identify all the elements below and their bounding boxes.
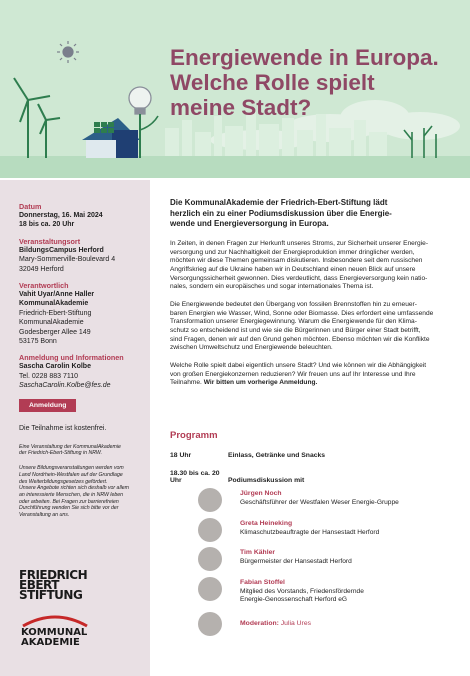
logo-text: KOMMUNAL: [21, 627, 88, 638]
program-time: 18.30 bis ca. 20 Uhr: [170, 470, 220, 484]
role-line: Energie-Genossenschaft Herford eG: [240, 596, 348, 604]
note-line: Unsere Angebote richten sich deshalb vor allem: [19, 485, 129, 492]
text-line: von großen Energiekonzernen reduzieren? Wir freuen uns auf Ihr Interesse und Ihre: [170, 370, 416, 378]
paragraph: [170, 240, 455, 292]
logo-text: AKADEMIE: [21, 637, 80, 648]
paragraph: [170, 362, 455, 388]
moderator-item: [198, 612, 458, 638]
fes-logo: [19, 570, 91, 600]
note-line: an interessierte Menschen, die in NRW leben: [19, 491, 123, 498]
speaker-role: Geschäftsführer der Westfalen Weser Energie-Gruppe: [240, 499, 399, 506]
sun-icon: [57, 41, 79, 63]
moderator-name: Julia Ures: [280, 620, 311, 627]
responsible-names: Vahit Uyar/Anne Haller: [19, 291, 95, 299]
text-line: Versorgungssicherheit gewonnen. Dies verdeutlicht, dass Energieversorgung kein natio-: [170, 274, 428, 282]
text-line: Welche Rolle spielt dabei eigentlich unsere Stadt? Und wie können wir die Abhängigkeit: [170, 361, 427, 369]
wind-turbine-icon: [14, 78, 60, 158]
text-line: Die Energiewende bedeutet den Übergang von fossilen Brennstoffen hin zu erneuer-: [170, 301, 417, 309]
intro-text: [170, 198, 455, 230]
house-solar-icon: [82, 118, 140, 158]
responsible-label: Verantwortlich: [19, 281, 69, 291]
title-line: Energiewende in Europa.: [170, 45, 439, 70]
speaker-item: [198, 547, 458, 573]
program-row: [170, 452, 325, 459]
note-line: Unsere Bildungsveranstaltungen werden vom: [19, 465, 124, 472]
logo-text: EBERT: [19, 578, 59, 592]
avatar: [198, 518, 222, 542]
title-line: meine Stadt?: [170, 95, 312, 120]
speaker-role: [240, 588, 450, 605]
date-label: Datum: [19, 202, 42, 211]
address-line: 53175 Bonn: [19, 338, 57, 346]
speaker-item: [198, 518, 458, 544]
free-participation-note: Die Teilnahme ist kostenfrei.: [19, 424, 107, 432]
hero-banner: [0, 0, 470, 178]
note-line: Durchführung wenden Sie sich bitte vor der: [19, 505, 119, 512]
text-line: schutz so entscheidend ist und wie sie die Bürgerinnen und Bürger einer Stadt betrifft,: [170, 327, 421, 335]
contact-phone[interactable]: Tel. 0228 883 7110: [19, 372, 79, 380]
text-line: nales, sondern ein europäisches und sogar internationales Thema ist.: [170, 283, 374, 291]
speaker-name: Fabian Stoffel: [240, 579, 285, 586]
venue-street: Mary-Sommerville-Boulevard 4: [19, 256, 116, 264]
speaker-item: [198, 577, 458, 603]
speaker-role: Bürgermeister der Hansestadt Herford: [240, 558, 352, 565]
intro-line: herzlich ein zu einer Podiumsdiskussion über die Energie-: [170, 208, 392, 218]
kommunalakademie-logo-icon: [19, 610, 91, 648]
register-button[interactable]: Anmeldung: [19, 399, 76, 412]
contact-email-link[interactable]: SaschaCarolin.Kolbe@fes.de: [19, 382, 111, 390]
title-line: Welche Rolle spielt: [170, 70, 375, 95]
address-line: Godesberger Allee 149: [19, 328, 91, 336]
program-title: Programm: [170, 430, 218, 441]
responsible-org: KommunalAkademie: [19, 300, 89, 308]
text-line: In Zeiten, in denen Fragen zur Herkunft unseres Stroms, zur Sicherheit unserer Energie-: [170, 240, 429, 248]
text-line: Angriffskrieg auf die Ukraine haben wir in Deutschland einen neuen Blick auf unsere: [170, 266, 416, 274]
text-line: möchten wir diese Themen gemeinsam diskutieren. Insbesondere seit dem russischen: [170, 257, 423, 265]
time-value: 18 bis ca. 20 Uhr: [19, 221, 75, 229]
paragraph: [170, 301, 455, 353]
registration-label: Anmeldung und Informationen: [19, 353, 124, 363]
note-line: Eine Veranstaltung der KommunalAkademie: [19, 443, 121, 450]
funding-note: [19, 465, 135, 519]
address-line: KommunalAkademie: [19, 319, 84, 327]
logo-text: FRIEDRICH: [19, 568, 88, 582]
text-line: sind Fragen, denen wir auf den Grund gehen möchten. Ebenso möchten wir die Konflikte: [170, 335, 430, 343]
text-line: versorgung und zur Nachhaltigkeit der Energieproduktion immer dringlicher werden,: [170, 248, 415, 256]
text-line: Transformation unserer Energiegewinnung. Warum die Energiewende für den Klima-: [170, 318, 417, 326]
text-line: zwischen Umweltschutz und Energiewende beleuchten.: [170, 344, 333, 352]
main-content: [170, 198, 455, 397]
avatar: [198, 547, 222, 571]
venue-label: Veranstaltungsort: [19, 236, 81, 246]
program-row: [170, 470, 304, 484]
registration-request: Wir bitten um vorherige Anmeldung.: [203, 379, 318, 387]
address-line: Friedrich-Ebert-Stiftung: [19, 309, 92, 317]
role-line: Mitglied des Vorstands, Friedensfördernde: [240, 588, 364, 595]
speaker-name: Jürgen Noch: [240, 490, 282, 497]
intro-line: Die KommunalAkademie der Friedrich-Ebert-Stiftung lädt: [170, 198, 388, 207]
note-line: des Weiterbildungsgesetzes gefördert.: [19, 478, 108, 485]
page-title: [170, 45, 465, 120]
text-span: Teilnahme.: [170, 379, 204, 387]
note-line: Veranstaltung an uns.: [19, 512, 70, 519]
info-sidebar: [0, 180, 150, 676]
date-value: Donnerstag, 16. Mai 2024: [19, 212, 103, 219]
contact-name: Sascha Carolin Kolbe: [19, 363, 91, 371]
program-time: 18 Uhr: [170, 452, 192, 459]
avatar: [198, 488, 222, 512]
speaker-item: [198, 488, 458, 514]
text-line: baren Energien wie Wasser, Wind, Sonne oder Biomasse. Dies erfordert eine umfassende: [170, 309, 434, 317]
speaker-name: Greta Heineking: [240, 520, 293, 527]
avatar: [198, 612, 222, 636]
venue-name: BildungsCampus Herford: [19, 246, 104, 254]
kommunalakademie-logo: [19, 610, 91, 653]
organizer-note: [19, 444, 135, 457]
intro-line: wende und Energieversorgung in Europa.: [170, 219, 329, 229]
program-text: Einlass, Getränke und Snacks: [228, 452, 326, 459]
program-text: Podiumsdiskussion mit: [228, 477, 305, 484]
speaker-role: Klimaschutzbeauftragte der Hansestadt Herford: [240, 529, 380, 536]
avatar: [198, 577, 222, 601]
note-line: Land Nordrhein-Westfalen auf der Grundlage: [19, 471, 123, 478]
moderation-line: [240, 620, 311, 627]
moderation-label: Moderation:: [240, 620, 279, 627]
logo-text: STIFTUNG: [19, 588, 83, 602]
note-line: der Friedrich-Ebert-Stiftung in NRW.: [19, 450, 103, 457]
speaker-name: Tim Kähler: [240, 549, 276, 556]
venue-city: 32049 Herford: [19, 265, 64, 273]
text-line: [170, 379, 455, 388]
note-line: oder arbeiten. Bei Fragen zur barrierefreien: [19, 498, 119, 505]
